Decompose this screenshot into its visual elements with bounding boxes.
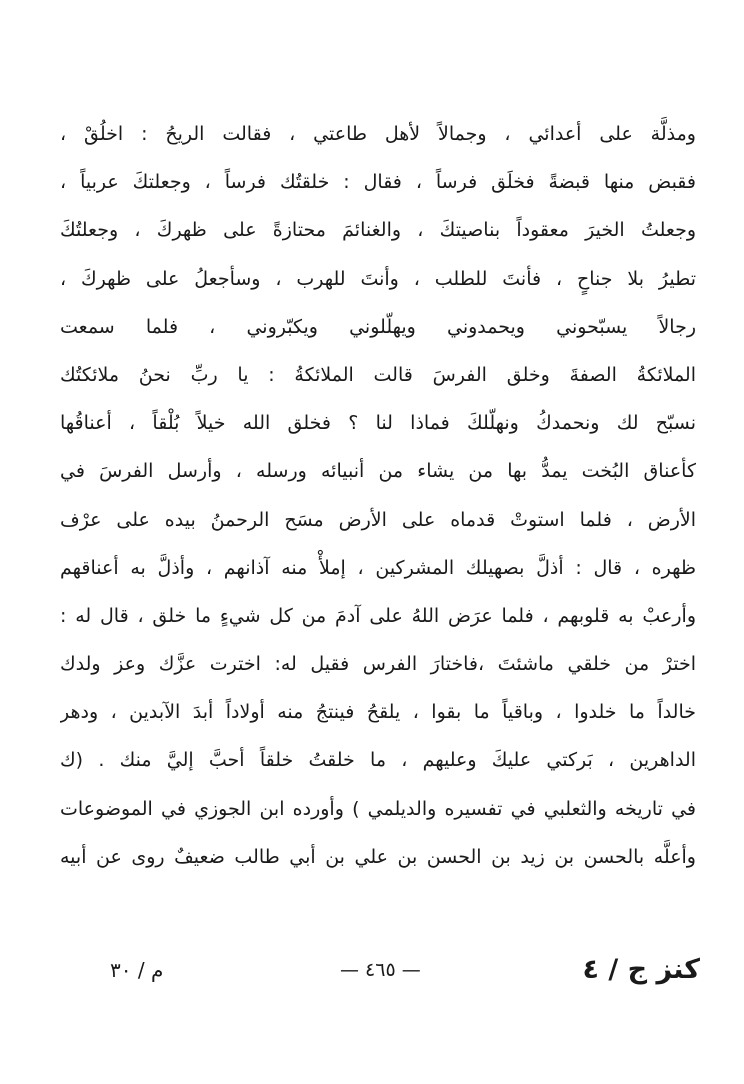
text-line: الأرض ، فلما استوتْ قدماه على الأرض مسَح الرحمنُ بيده على عرْف	[60, 508, 696, 531]
text-line: ظهره ، قال : أذلَّ بصهيلك المشركين ، إملأْ منه آذانهم ، وأذلَّ به أعناقهم	[60, 556, 696, 579]
text-line: الملائكةُ الصفةَ وخلق الفرسَ قالت الملائكةُ : يا ربِّ نحنُ ملائكتُك	[60, 363, 696, 386]
text-line: خالداً ما خلدوا ، وباقياً ما بقوا ، يلقحُ فينتجُ منه أولاداً أبدَ الآبدين ، ودهر	[60, 701, 696, 724]
text-line: وأعلَّه بالحسن بن زيد بن الحسن بن علي بن أبي طالب ضعيفٌ روى عن أبيه	[60, 845, 696, 868]
page-text	[60, 110, 696, 881]
text-line: فقبض منها قبضةً فخلَق فرساً ، فقال : خلقتُك فرساً ، وجعلتكَ عربياً ،	[60, 171, 696, 194]
text-line: نسبّح لك ونحمدكُ ونهلّلكَ فماذا لنا ؟ فخلق الله خيلاً بُلْقاً ، أعناقُها	[60, 412, 696, 435]
text-line: في تاريخه والثعلبي في تفسيره والديلمي ) وأورده ابن الجوزي في الموضوعات	[60, 797, 696, 820]
volume-reference: م / ٣٠	[110, 958, 164, 982]
text-line: تطيرُ بلا جناحٍ ، فأنتَ للطلب ، وأنتَ للهرب ، وسأجعلُ على ظهركَ ،	[60, 267, 696, 290]
text-line: وجعلتُ الخيرَ معقوداً بناصيتكَ ، والغنائمَ محتازةً على ظهركَ ، وجعلتُكَ	[60, 219, 696, 242]
text-line: وأرعبْ به قلوبهم ، فلما عرَض اللهُ على آدمَ من كل شيءٍ ما خلق ، قال له :	[60, 604, 696, 627]
text-line: اخترْ من خلقي ماشئتَ ،فاختارَ الفرس فقيل له: اخترت عزَّك وعز ولدك	[60, 653, 696, 676]
text-line: رجالاً يسبّحوني ويحمدوني ويهلّلوني ويكبّروني ، فلما سمعت	[60, 315, 696, 338]
text-line: الداهرين ، بَركتي عليكَ وعليهم ، ما خلقتُ خلقاً أحبَّ إليَّ منك . (ك	[60, 749, 696, 772]
text-line: ومذلَّة على أعدائي ، وجمالاً لأهل طاعتي ، فقالت الريحُ : اخلُقْ ،	[60, 123, 696, 145]
page-number: — ٤٦٥ —	[340, 959, 421, 981]
signature-mark: كنز ج / ٤	[582, 954, 700, 985]
page-footer	[110, 948, 700, 992]
text-line: كأعناق البُخت يمدُّ بها من يشاء من أنبيائه ورسله ، وأرسل الفرسَ في	[60, 460, 696, 483]
